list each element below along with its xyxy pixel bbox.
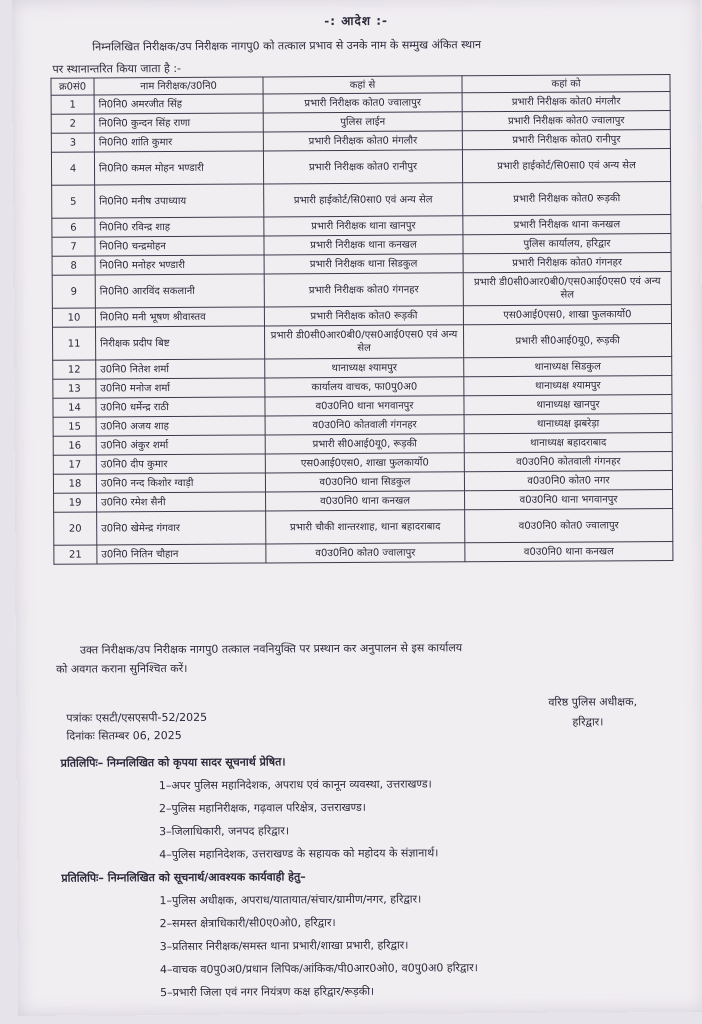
cell-serial: 19 — [54, 493, 97, 512]
signature-block — [548, 692, 637, 733]
cell-name: नि0नि0 कमल मोहन भण्डारी — [94, 151, 263, 185]
cell-name: उ0नि0 दीप कुमार — [96, 454, 265, 474]
cc2-heading: प्रतिलिपिः– निम्नलिखित को सूचनार्थ/आवश्यक कार्यवाही हेतु– — [61, 870, 306, 885]
cell-serial: 14 — [53, 398, 96, 417]
cell-name: नि0नि0 चन्द्रमोहन — [95, 236, 264, 256]
copy-list-item: 1–अपर पुलिस महानिदेशक, अपराध एवं कानून व्यवस्था, उत्तराखण्ड। — [158, 777, 432, 793]
cell-from: व0उ0नि0 कोत0 ज्वालापुर — [266, 543, 465, 563]
copy-list-item: 4–पुलिस महानिदेशक, उत्तराखण्ड के सहायक को महोदय के संज्ञानार्थ। — [159, 846, 439, 862]
cell-name: नि0नि0 आरविंद सकलानी — [95, 274, 264, 308]
cell-name: निरीक्षक प्रदीप बिष्ट — [95, 326, 264, 360]
cell-serial: 6 — [52, 218, 95, 237]
cell-serial: 1 — [51, 95, 94, 114]
copy-list-item: 5–प्रभारी जिला एवं नगर नियंत्रण कक्ष हरिद्वार/रूड़की। — [160, 984, 375, 1000]
order-heading: -: आदेश :- — [324, 13, 389, 29]
cell-name: नि0नि0 मनीष उपाध्याय — [95, 184, 264, 218]
copy-list-item: 2–पुलिस महानिरीक्षक, गढ़वाल परिक्षेत्र, उत्तराखण्ड। — [158, 800, 366, 816]
intro-line-1: निम्नलिखित निरीक्षक/उप निरीक्षक नागपु0 को तत्काल प्रभाव से उनके नाम के सम्मुख अंकित स्थान — [92, 38, 482, 54]
signature-designation: वरिष्ठ पुलिस अधीक्षक, — [548, 695, 638, 709]
order-date: दिनांकः सितम्बर 06, 2025 — [66, 728, 182, 743]
cell-from: प्रभारी निरीक्षक कोत0 रानीपुर — [263, 150, 462, 184]
cell-serial: 11 — [52, 327, 95, 360]
cell-to: व0उ0नि0 थाना कनखल — [465, 541, 673, 561]
cell-serial: 8 — [52, 256, 95, 275]
cell-to: व0उ0नि0 कोत0 नगर — [464, 470, 672, 490]
copy-list-item: 4–वाचक व0पु0अ0/प्रधान लिपिक/आंकिक/पी0आर0ओ0, व0पु0अ0 हरिद्वार। — [159, 961, 478, 977]
cell-name: नि0नि0 अमरजीत सिंह — [94, 94, 263, 114]
closing-line-2: को अवगत कराना सुनिश्चित करें। — [56, 661, 188, 676]
cell-name: उ0नि0 अंकुर शर्मा — [96, 435, 265, 455]
cell-serial: 10 — [52, 308, 95, 327]
cell-to: प्रभारी निरीक्षक कोत0 रानीपुर — [462, 129, 670, 149]
cell-to: एस0आई0एस0, शाखा फुलकार्यो0 — [463, 304, 671, 324]
cell-from: एस0आई0एस0, शाखा फुलकार्यो0 — [265, 453, 464, 473]
cell-serial: 3 — [51, 133, 94, 152]
header-name: नाम निरीक्षक/उ0नि0 — [94, 77, 263, 95]
intro-line-2: पर स्थानान्तरित किया जाता है :- — [52, 61, 182, 76]
cell-serial: 5 — [52, 185, 95, 218]
cell-to: प्रभारी निरीक्षक कोत0 गंगनहर — [463, 252, 671, 272]
cell-to: प्रभारी सी0आई0यू0, रूड़की — [463, 323, 671, 357]
copy-list-item: 3–जिलाधिकारी, जनपद हरिद्वार। — [159, 824, 290, 839]
cc2-items — [61, 886, 682, 1005]
cell-to: पुलिस कार्यालय, हरिद्वार — [463, 233, 671, 253]
cell-to: थानाध्यक्ष बहादराबाद — [464, 432, 672, 452]
cell-name: उ0नि0 धर्मेन्द्र राठी — [96, 397, 265, 417]
cell-from: व0उ0नि0 थाना भगवानपुर — [265, 396, 464, 416]
cell-to: प्रभारी डी0सी0आर0बी0/एस0आई0एस0 एवं अन्य सेल — [463, 271, 671, 305]
cell-to: व0उ0नि0 थाना भगवानपुर — [465, 489, 673, 509]
table-body — [51, 91, 673, 564]
cell-from: प्रभारी निरीक्षक थाना कनखल — [264, 235, 463, 255]
signature-place: हरिद्वार। — [572, 715, 604, 729]
cell-serial: 12 — [53, 360, 96, 379]
cell-name: उ0नि0 नन्द किशोर ग्वाड़ी — [96, 473, 265, 493]
cell-serial: 21 — [54, 545, 97, 564]
cell-from: प्रभारी निरीक्षक थाना खानपुर — [264, 216, 463, 236]
cell-name: नि0नि0 मनोहर भण्डारी — [95, 255, 264, 275]
header-to: कहां को — [462, 74, 670, 92]
table-row — [54, 541, 673, 564]
header-from: कहां से — [263, 76, 462, 94]
cell-to: थानाध्यक्ष श्यामपुर — [464, 375, 672, 395]
cell-to: व0उ0नि0 कोतवाली गंगनहर — [464, 451, 672, 471]
table-row — [51, 148, 670, 185]
cell-from: थानाध्यक्ष श्यामपुर — [265, 358, 464, 378]
cell-serial: 20 — [54, 512, 97, 545]
cell-serial: 15 — [53, 417, 96, 436]
cell-serial: 17 — [53, 455, 96, 474]
copy-list-item: 2–समस्त क्षेत्राधिकारी/सी0ए0ओ0, हरिद्वार। — [159, 916, 336, 931]
reference-number: पत्रांकः एसटी/एसएसपी-52/2025 — [66, 710, 208, 725]
cell-from: प्रभारी निरीक्षक कोत0 मंगलौर — [263, 131, 462, 151]
closing-line-1: उक्त निरीक्षक/उप निरीक्षक नागपु0 तत्काल नवनियुक्ति पर प्रस्थान कर अनुपालन से इस कार्यालय — [79, 641, 463, 657]
cell-from: प्रभारी सी0आई0यू0, रूड़की — [265, 434, 464, 454]
cell-from: प्रभारी निरीक्षक कोत0 ज्वालापुर — [263, 93, 462, 113]
copy-list — [61, 748, 683, 1005]
cell-serial: 13 — [53, 379, 96, 398]
cell-to: प्रभारी निरीक्षक कोत0 रूड़की — [463, 181, 671, 215]
cell-name: नि0नि0 कुन्दन सिंह राणा — [94, 113, 263, 133]
cell-name: नि0नि0 मनी भूषण श्रीवास्तव — [95, 307, 264, 327]
order-document — [12, 0, 702, 1016]
header-serial: क्र0सं0 — [51, 78, 94, 95]
cell-name: उ0नि0 रमेश सैनी — [97, 492, 266, 512]
cell-from: व0उ0नि0 कोतवाली गंगनहर — [265, 415, 464, 435]
cell-to: व0उ0नि0 कोत0 ज्वालापुर — [465, 508, 673, 542]
cell-from: पुलिस लाईन — [263, 112, 462, 132]
cell-from: प्रभारी चौकी शान्तरशाह, थाना बहादराबाद — [266, 510, 465, 544]
cc1-heading: प्रतिलिपिः– निम्नलिखित को कृपया सादर सूचनार्थ प्रेषित। — [60, 755, 286, 770]
copy-list-item: 3–प्रतिसार निरीक्षक/समस्त थाना प्रभारी/शाखा प्रभारी, हरिद्वार। — [159, 938, 409, 954]
table-row — [54, 508, 673, 545]
cell-to: प्रभारी निरीक्षक कोत0 मंगलौर — [462, 91, 670, 111]
copy-list-item: 1–पुलिस अधीक्षक, अपराध/यातायात/संचार/ग्रामीण/नगर, हरिद्वार। — [159, 892, 422, 908]
cell-name: नि0नि0 शांति कुमार — [94, 132, 263, 152]
table-row — [52, 271, 671, 308]
cell-from: प्रभारी निरीक्षक कोत0 रूड़की — [264, 306, 463, 326]
cell-to: प्रभारी हाईकोर्ट/सि0सा0 एवं अन्य सेल — [462, 148, 670, 182]
transfer-table — [50, 74, 673, 565]
cell-serial: 9 — [52, 275, 95, 308]
cell-from: प्रभारी निरीक्षक कोत0 गंगनहर — [264, 273, 463, 307]
cell-to: थानाध्यक्ष खानपुर — [464, 394, 672, 414]
cell-serial: 2 — [51, 114, 94, 133]
cell-from: व0उ0नि0 थाना सिडकुल — [265, 472, 464, 492]
cell-from: कार्यालय वाचक, फा0पु0अ0 — [265, 377, 464, 397]
table-row — [52, 181, 671, 218]
cell-serial: 18 — [53, 474, 96, 493]
cell-name: उ0नि0 नितेश शर्मा — [96, 359, 265, 379]
cell-from: व0उ0नि0 थाना कनखल — [266, 491, 465, 511]
cell-from: प्रभारी डी0सी0आर0बी0/एस0आई0एस0 एवं अन्य सेल — [264, 325, 463, 359]
cell-to: थानाध्यक्ष सिडकुल — [464, 356, 672, 376]
cell-name: उ0नि0 नितिन चौहान — [97, 544, 266, 564]
cell-from: प्रभारी हाईकोर्ट/सि0सा0 एवं अन्य सेल — [264, 183, 463, 217]
cell-serial: 7 — [52, 237, 95, 256]
cell-serial: 16 — [53, 436, 96, 455]
table-row — [52, 323, 671, 360]
cell-from: प्रभारी निरीक्षक थाना सिडकुल — [264, 254, 463, 274]
cell-name: उ0नि0 अजय शाह — [96, 416, 265, 436]
cell-serial: 4 — [51, 152, 94, 185]
reference-block — [66, 709, 207, 746]
cell-to: थानाध्यक्ष झबरेड़ा — [464, 413, 672, 433]
cell-to: प्रभारी निरीक्षक थाना कनखल — [463, 214, 671, 234]
cell-name: उ0नि0 खेमेन्द्र गंगवार — [97, 511, 266, 545]
cell-name: उ0नि0 मनोज शर्मा — [96, 378, 265, 398]
cc1-items — [61, 771, 682, 867]
cell-to: प्रभारी निरीक्षक कोत0 ज्वालापुर — [462, 110, 670, 130]
cell-name: नि0नि0 रविन्द्र शाह — [95, 217, 264, 237]
